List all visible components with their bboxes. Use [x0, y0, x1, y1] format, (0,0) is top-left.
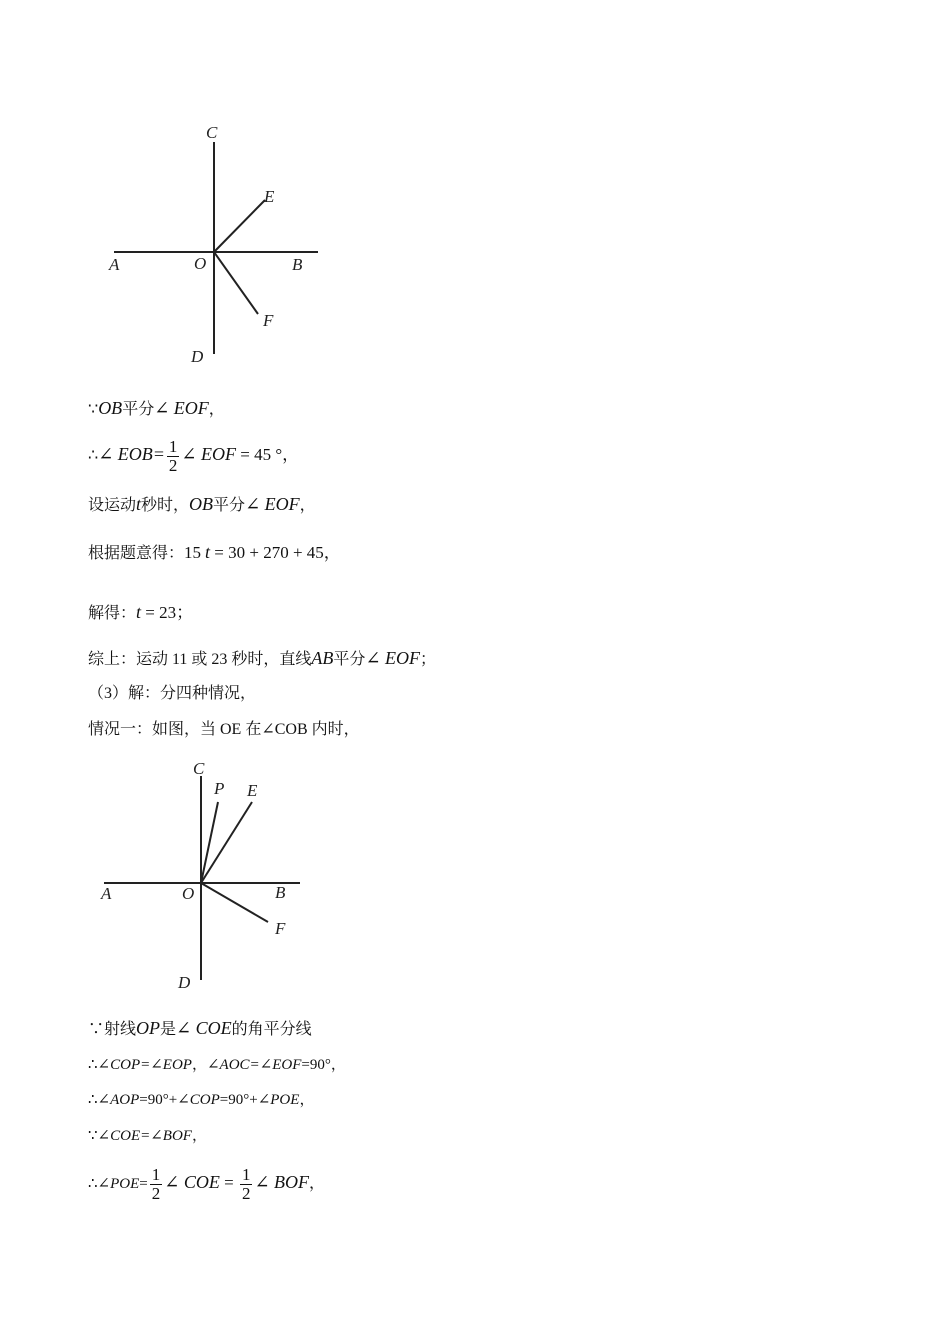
- label-c: C: [206, 123, 218, 142]
- label-o: O: [194, 254, 207, 273]
- label-o: O: [182, 884, 195, 903]
- figure-2: [96, 756, 316, 996]
- line-11: ∴∠AOP=90°+∠COP=90°+∠POE，: [88, 1092, 315, 1108]
- line-5: 解得：t = 23；: [88, 602, 194, 622]
- line-7: （3）解：分四种情况，: [88, 685, 257, 702]
- label-c: C: [193, 759, 205, 778]
- figure-1: [100, 118, 340, 368]
- label-f: F: [263, 311, 274, 330]
- label-a: A: [101, 884, 112, 903]
- label-f: F: [275, 919, 286, 938]
- line-9: ∵射线OP是∠ COE的角平分线: [88, 1018, 312, 1038]
- line-8: 情况一：如图，当 OE 在∠COB 内时，: [88, 721, 360, 738]
- ray-oe: [214, 200, 265, 252]
- label-b: B: [275, 883, 286, 902]
- fraction-half-1: $\frac{1}{2}$: [151, 1165, 161, 1204]
- line-3: 设运动t秒时，OB平分∠ EOF，: [88, 494, 316, 514]
- fraction-half: $\frac{1}{2}$: [168, 436, 178, 475]
- label-b: B: [292, 255, 303, 274]
- line-13: ∴∠POE= $\frac{1}{2}$ ∠ COE = $\frac{1}{2}$ ∠ BOF，: [88, 1165, 326, 1204]
- label-d: D: [178, 973, 191, 992]
- fraction-half-2: $\frac{1}{2}$: [241, 1165, 251, 1204]
- line-10: ∴∠COP=∠EOP，∠AOC=∠EOF=90°，: [88, 1057, 346, 1073]
- line-12: ∵∠COE=∠BOF，: [88, 1128, 207, 1144]
- line-6: 综上：运动 11 或 23 秒时，直线AB平分∠ EOF；: [88, 648, 437, 668]
- ray-of: [201, 883, 268, 922]
- line-4: 根据题意得：15 t = 30 + 270 + 45，: [88, 542, 341, 562]
- label-a: A: [109, 255, 120, 274]
- label-d: D: [191, 347, 204, 366]
- line-1: ∵OB平分∠ EOF，: [88, 398, 225, 418]
- label-e: E: [264, 187, 275, 206]
- label-p: P: [214, 779, 225, 798]
- ray-of: [214, 252, 258, 314]
- line-2: ∴∠ EOB= $\frac{1}{2}$ ∠ EOF = 45 °，: [88, 436, 300, 475]
- label-e: E: [247, 781, 258, 800]
